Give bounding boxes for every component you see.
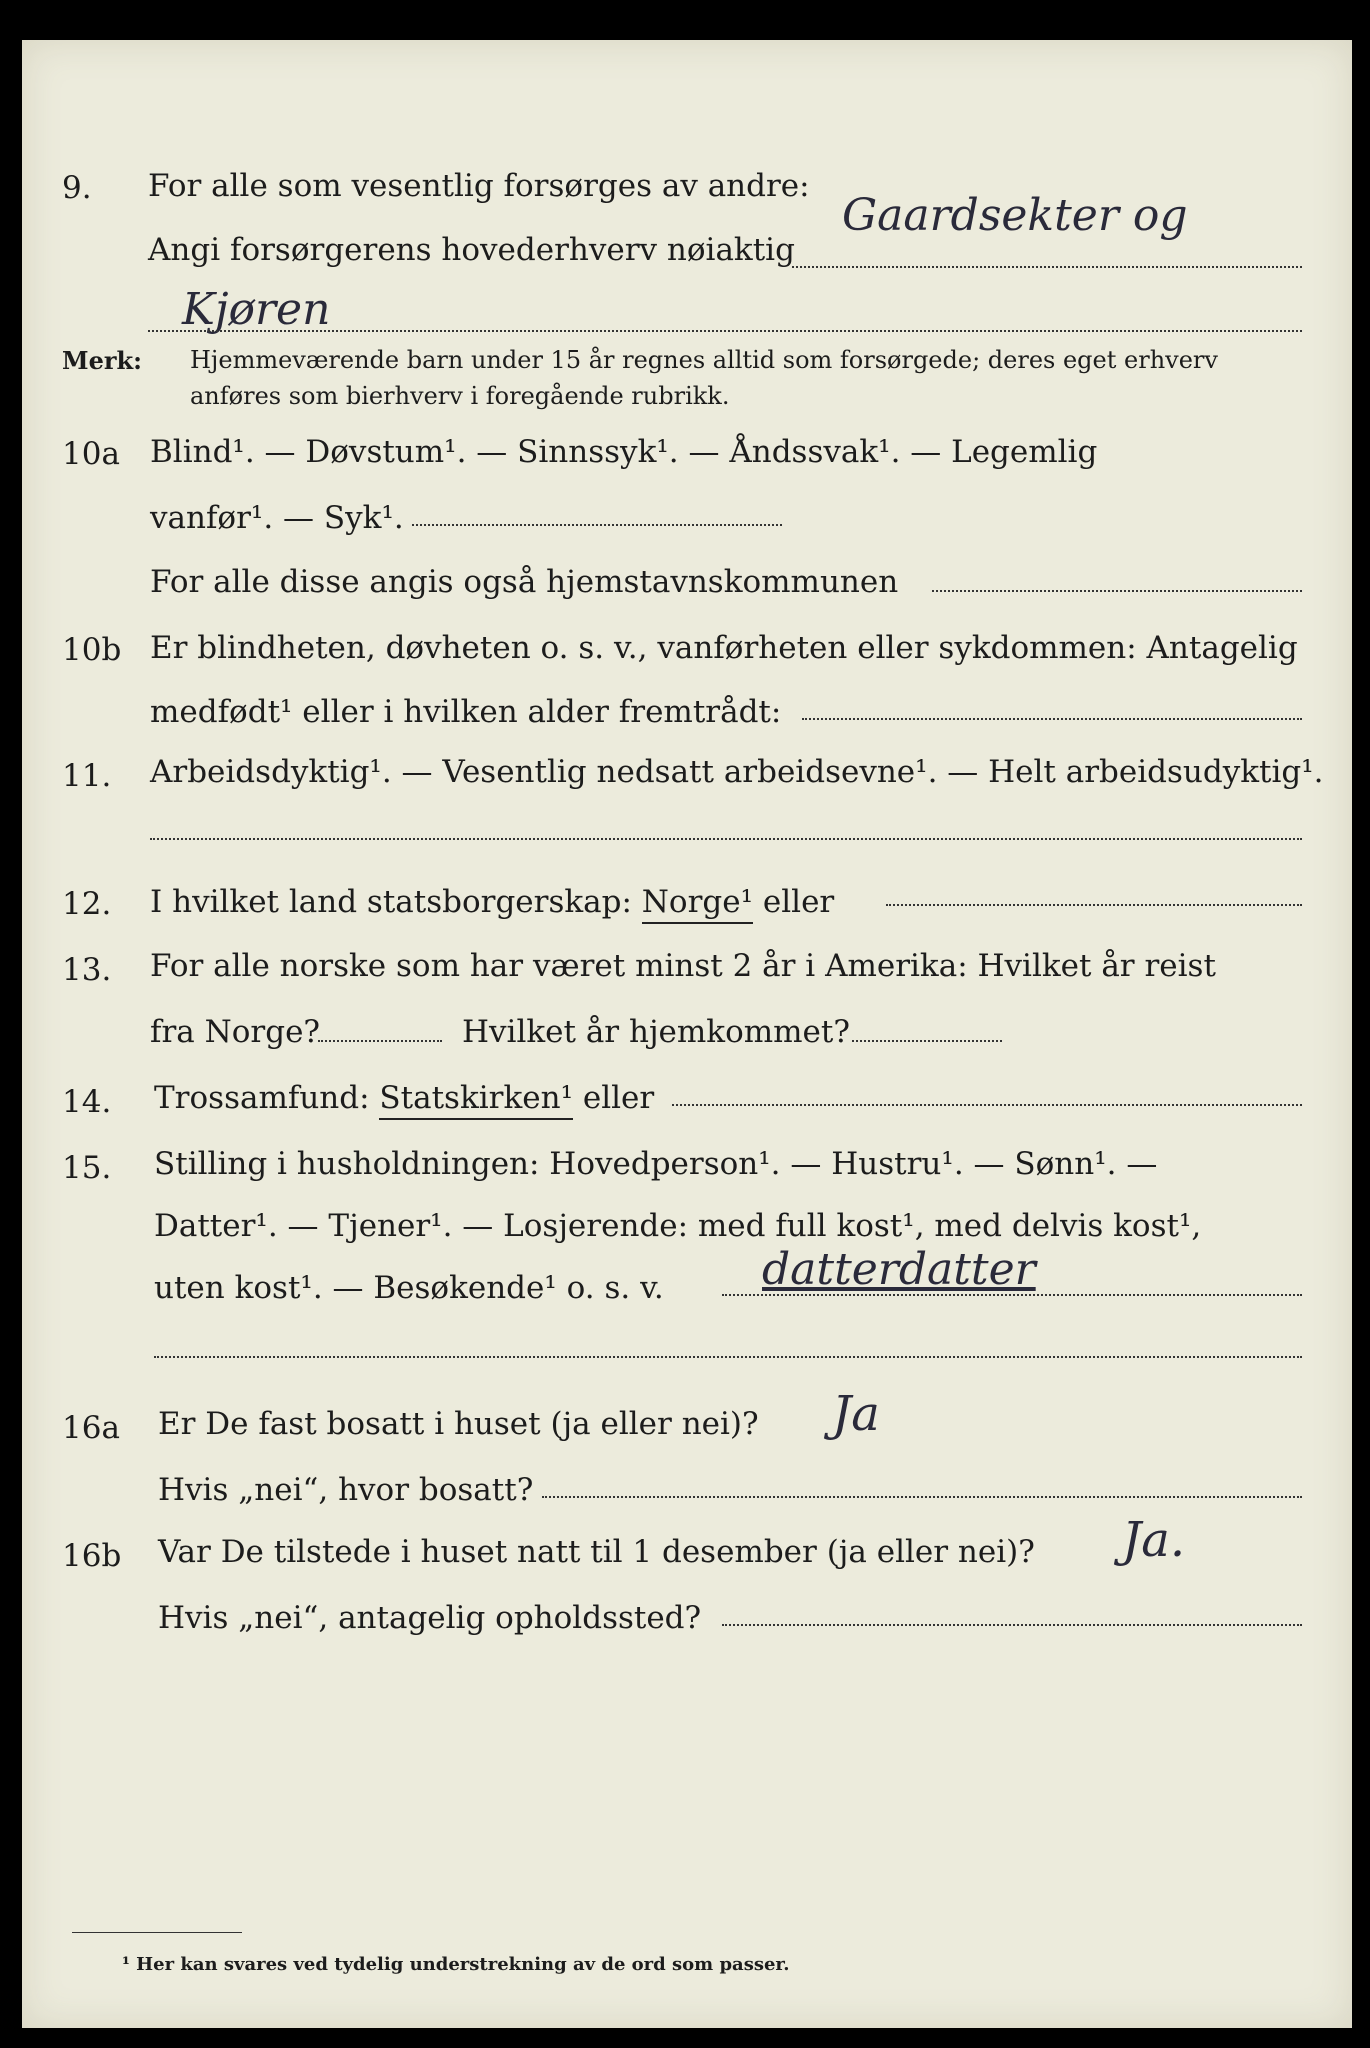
q9-handwritten-answer-1: Gaardsekter og bbox=[842, 190, 1188, 241]
q16b-answer-line bbox=[722, 1624, 1302, 1626]
q16a-handwritten-answer: Ja bbox=[832, 1386, 880, 1442]
merk-line1: Hjemmeværende barn under 15 år regnes alltid som forsørgede; deres eget erhverv bbox=[190, 346, 1218, 374]
q16b-line1: Var De tilstede i huset natt til 1 desember (ja eller nei)? bbox=[158, 1534, 1035, 1570]
q16a-number: 16a bbox=[62, 1410, 120, 1446]
q14-label: Trossamfund: bbox=[154, 1080, 370, 1116]
q16b-number: 16b bbox=[62, 1538, 122, 1574]
footnote bbox=[122, 1954, 790, 1975]
footnote-text: Her kan svares ved tydelig understrekning av de ord som passer. bbox=[136, 1954, 790, 1975]
q9-answer-line-2 bbox=[148, 330, 1302, 332]
q12-after: eller bbox=[762, 884, 835, 920]
q12-text bbox=[150, 884, 834, 920]
q13-answer-line-2 bbox=[852, 1040, 1002, 1042]
q13-line2a: fra Norge? bbox=[150, 1014, 321, 1050]
q9-answer-line-1 bbox=[792, 266, 1302, 268]
q9-line2: Angi forsørgerens hovederhverv nøiaktig bbox=[148, 232, 795, 268]
q12-label: I hvilket land statsborgerskap: bbox=[150, 884, 632, 920]
q11-line1: Arbeidsdyktig¹. — Vesentlig nedsatt arbeidsevne¹. — Helt arbeidsudyktig¹. bbox=[150, 754, 1324, 790]
q10b-line2: medfødt¹ eller i hvilken alder fremtrådt: bbox=[150, 694, 782, 730]
census-form-page bbox=[22, 40, 1352, 2028]
q10a-line3: For alle disse angis også hjemstavnskommunen bbox=[150, 564, 899, 600]
q14-number: 14. bbox=[62, 1084, 112, 1120]
footnote-mark: ¹ bbox=[122, 1954, 130, 1975]
q16a-answer-line bbox=[542, 1496, 1302, 1498]
q15-line3: uten kost¹. — Besøkende¹ o. s. v. bbox=[154, 1270, 664, 1306]
q10b-answer-line bbox=[802, 718, 1302, 720]
q12-number: 12. bbox=[62, 886, 112, 922]
q9-handwritten-answer-2: Kjøren bbox=[182, 284, 331, 335]
q15-answer-line-1 bbox=[722, 1294, 1302, 1296]
q14-answer-line bbox=[672, 1104, 1302, 1106]
q10a-line2: vanfør¹. — Syk¹. bbox=[150, 500, 404, 536]
q15-answer-line-2 bbox=[154, 1356, 1302, 1358]
q9-line1: For alle som vesentlig forsørges av andre: bbox=[148, 168, 810, 204]
merk-label: Merk: bbox=[62, 346, 142, 375]
q16b-handwritten-answer: Ja. bbox=[1122, 1512, 1186, 1568]
q10a-answer-line-1 bbox=[412, 524, 782, 526]
q15-number: 15. bbox=[62, 1150, 112, 1186]
q16b-line2: Hvis „nei“, antagelig opholdssted? bbox=[158, 1600, 702, 1636]
q11-answer-line bbox=[150, 838, 1302, 840]
q16a-line2: Hvis „nei“, hvor bosatt? bbox=[158, 1472, 534, 1508]
q12-answer-line bbox=[886, 904, 1302, 906]
q15-line2: Datter¹. — Tjener¹. — Losjerende: med full kost¹, med delvis kost¹, bbox=[154, 1208, 1202, 1244]
q9-number: 9. bbox=[62, 170, 92, 206]
q14-after: eller bbox=[582, 1080, 655, 1116]
q10a-number: 10a bbox=[62, 436, 120, 472]
q14-text bbox=[154, 1080, 654, 1116]
q11-number: 11. bbox=[62, 758, 112, 794]
q15-line1: Stilling i husholdningen: Hovedperson¹. — Hustru¹. — Sønn¹. — bbox=[154, 1146, 1158, 1182]
q13-line2b: Hvilket år hjemkommet? bbox=[462, 1014, 850, 1050]
q10a-line1: Blind¹. — Døvstum¹. — Sinnssyk¹. — Åndssvak¹. — Legemlig bbox=[150, 434, 1098, 470]
q14-underlined-statskirken: Statskirken¹ bbox=[379, 1080, 573, 1120]
q16a-line1: Er De fast bosatt i huset (ja eller nei)? bbox=[158, 1406, 759, 1442]
q10b-number: 10b bbox=[62, 632, 122, 668]
q10b-line1: Er blindheten, døvheten o. s. v., vanførheten eller sykdommen: Antagelig bbox=[150, 630, 1298, 666]
q10a-answer-line-2 bbox=[932, 590, 1302, 592]
q13-number: 13. bbox=[62, 952, 112, 988]
footnote-rule bbox=[72, 1932, 242, 1933]
q12-underlined-norge: Norge¹ bbox=[642, 884, 753, 924]
q13-line1: For alle norske som har været minst 2 år i Amerika: Hvilket år reist bbox=[150, 948, 1216, 984]
q13-answer-line-1 bbox=[318, 1040, 442, 1042]
merk-line2: anføres som bierhverv i foregående rubrikk. bbox=[190, 382, 730, 410]
q15-handwritten-answer: datterdatter bbox=[762, 1244, 1036, 1295]
